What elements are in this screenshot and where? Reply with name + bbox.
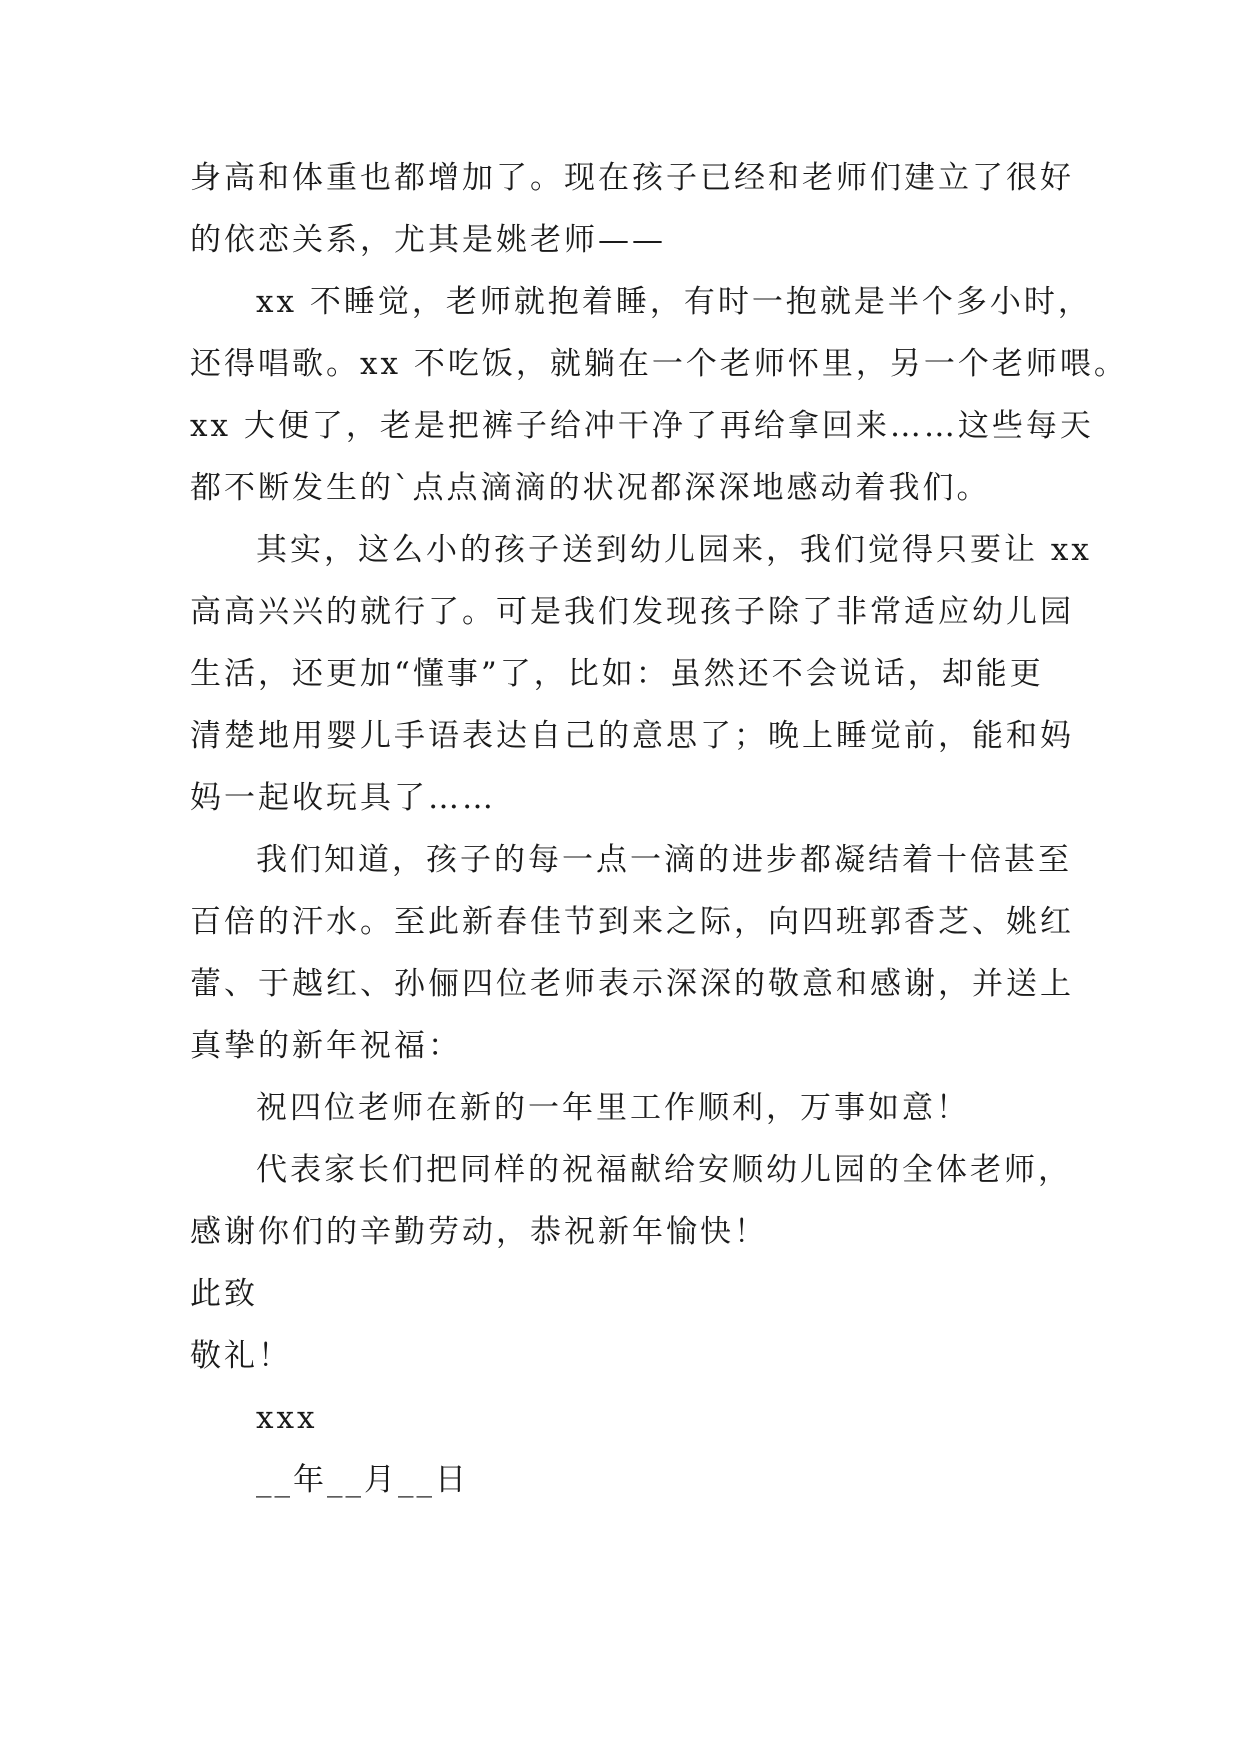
text-line: 感谢你们的辛勤劳动，恭祝新年愉快！ [190, 1214, 768, 1250]
text-line: 妈一起收玩具了…… [190, 780, 496, 816]
text-line: 我们知道，孩子的每一点一滴的进步都凝结着十倍甚至 [256, 842, 1072, 878]
text-line: 生活，还更加“懂事”了，比如：虽然还不会说话，却能更 [190, 656, 1044, 692]
closing-regards: 敬礼！ [190, 1338, 292, 1374]
letter-body [190, 158, 1128, 1522]
text-line: 的依恋关系，尤其是姚老师—— [190, 222, 666, 258]
text-line: 都不断发生的`点点滴滴的状况都深深地感动着我们。 [190, 470, 991, 506]
text-line: 清楚地用婴儿手语表达自己的意思了；晚上睡觉前，能和妈 [190, 718, 1074, 754]
closing-salutation: 此致 [190, 1276, 258, 1312]
text-line: 真挚的新年祝福： [190, 1028, 462, 1064]
text-line: 身高和体重也都增加了。现在孩子已经和老师们建立了很好 [190, 160, 1074, 196]
date-line: __年__月__日 [256, 1462, 469, 1498]
text-line: 蕾、于越红、孙俪四位老师表示深深的敬意和感谢，并送上 [190, 966, 1074, 1002]
text-line: 还得唱歌。xx 不吃饭，就躺在一个老师怀里，另一个老师喂。 [190, 346, 1128, 382]
text-line: xx 大便了，老是把裤子给冲干净了再给拿回来……这些每天 [190, 408, 1094, 444]
text-line: 祝四位老师在新的一年里工作顺利，万事如意！ [256, 1090, 970, 1126]
text-line: 高高兴兴的就行了。可是我们发现孩子除了非常适应幼儿园 [190, 594, 1074, 630]
text-line: 百倍的汗水。至此新春佳节到来之际，向四班郭香芝、姚红 [190, 904, 1074, 940]
text-line: 代表家长们把同样的祝福献给安顺幼儿园的全体老师， [256, 1152, 1072, 1188]
text-line: xx 不睡觉，老师就抱着睡，有时一抱就是半个多小时， [256, 284, 1092, 320]
signature: xxx [256, 1400, 318, 1436]
text-line: 其实，这么小的孩子送到幼儿园来，我们觉得只要让 xx [256, 532, 1092, 568]
